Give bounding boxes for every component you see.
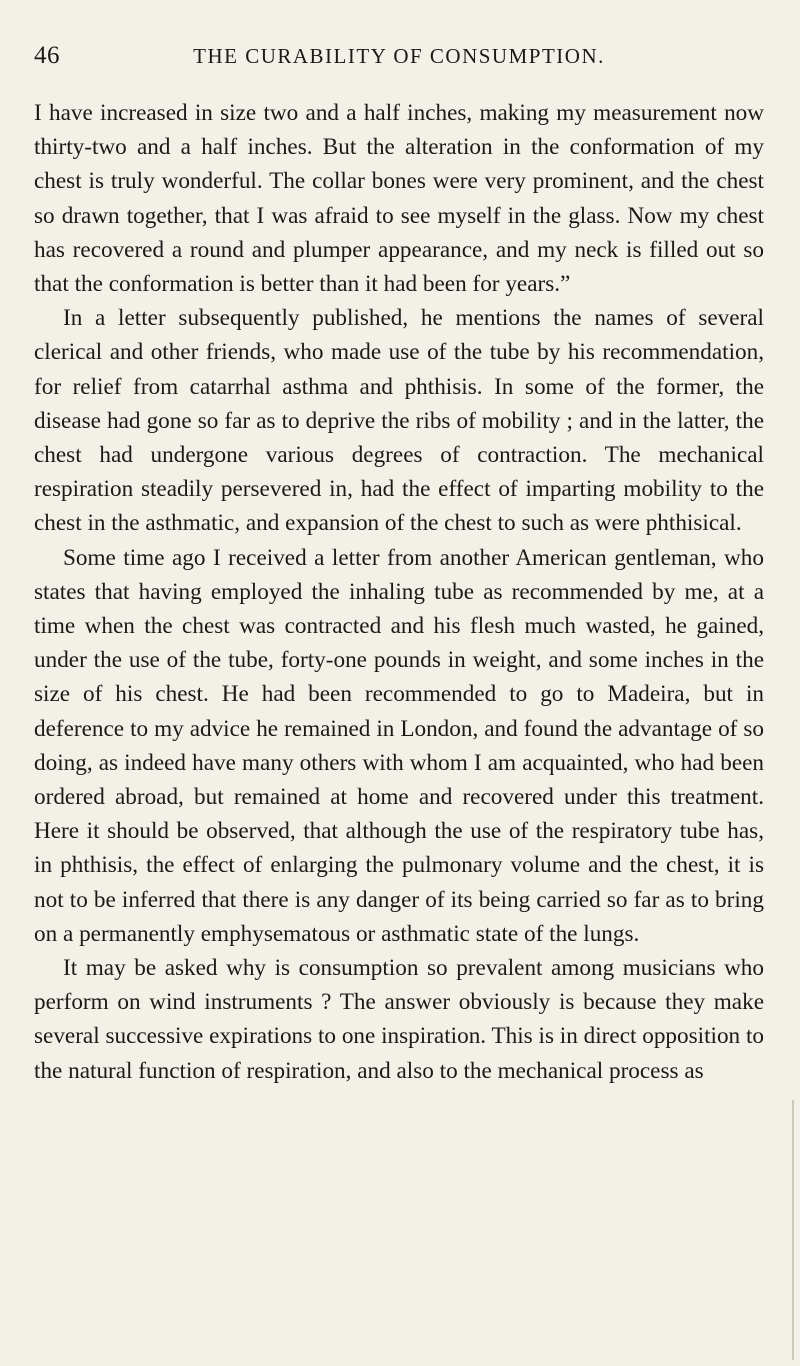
running-head <box>34 42 764 78</box>
running-title: THE CURABILITY OF CONSUMPTION. <box>193 44 605 68</box>
paragraph-clerical-friends: In a letter subsequently published, he mentions the names of several clerical and other friends, who made use of the tube by his recommendation, for relief from catarrhal asthma and phthisis. In some of the former, the disease had gone so far as to deprive the ribs of mobility ; and in the latter, the chest had undergone various degrees of contraction. The mechanical respiration steadily persevered in, had the effect of imparting mobility to the chest in the asthmatic, and expansion of the chest to such as were phthisical. <box>34 305 764 537</box>
page-edge-shadow <box>792 1100 794 1360</box>
page-number: 46 <box>34 42 60 69</box>
body-text <box>34 96 764 1088</box>
paragraph-american-gentleman: Some time ago I received a letter from another American gentleman, who states that having employed the inhaling tube as recommended by me, at a time when the chest was contracted and his flesh much wasted, he gained, under the use of the tube, forty-one pounds in weight, and some inches in the size of his chest. He had been recommended to go to Madeira, but in deference to my advice he remained in London, and found the advantage of so doing, as indeed have many others with whom I am acquainted, who had been ordered abroad, but remained at home and recovered under this treatment. Here it should be observed, that although the use of the respiratory tube has, in phthisis, the effect of enlarging the pulmonary volume and the chest, it is not to be inferred that there is any danger of its being carried so far as to bring on a permanently emphysematous or asthmatic state of the lungs. <box>34 544 764 947</box>
paragraph-measurement: I have increased in size two and a half inches, making my measurement now thirty-two and a half inches. But the alteration in the conformation of my chest is truly wonderful. The collar bones were very prominent, and the chest so drawn together, that I was afraid to see myself in the glass. Now my chest has recovered a round and plumper appearance, and my neck is filled out so that the conformation is better than it had been for years.” <box>34 100 764 298</box>
paragraph-wind-instruments: It may be asked why is consumption so prevalent among musicians who perform on wind instruments ? The answer obviously is because they make several successive expirations to one inspiration. This is in direct opposition to the natural function of respiration, and also to the mechanical process as <box>34 955 764 1084</box>
